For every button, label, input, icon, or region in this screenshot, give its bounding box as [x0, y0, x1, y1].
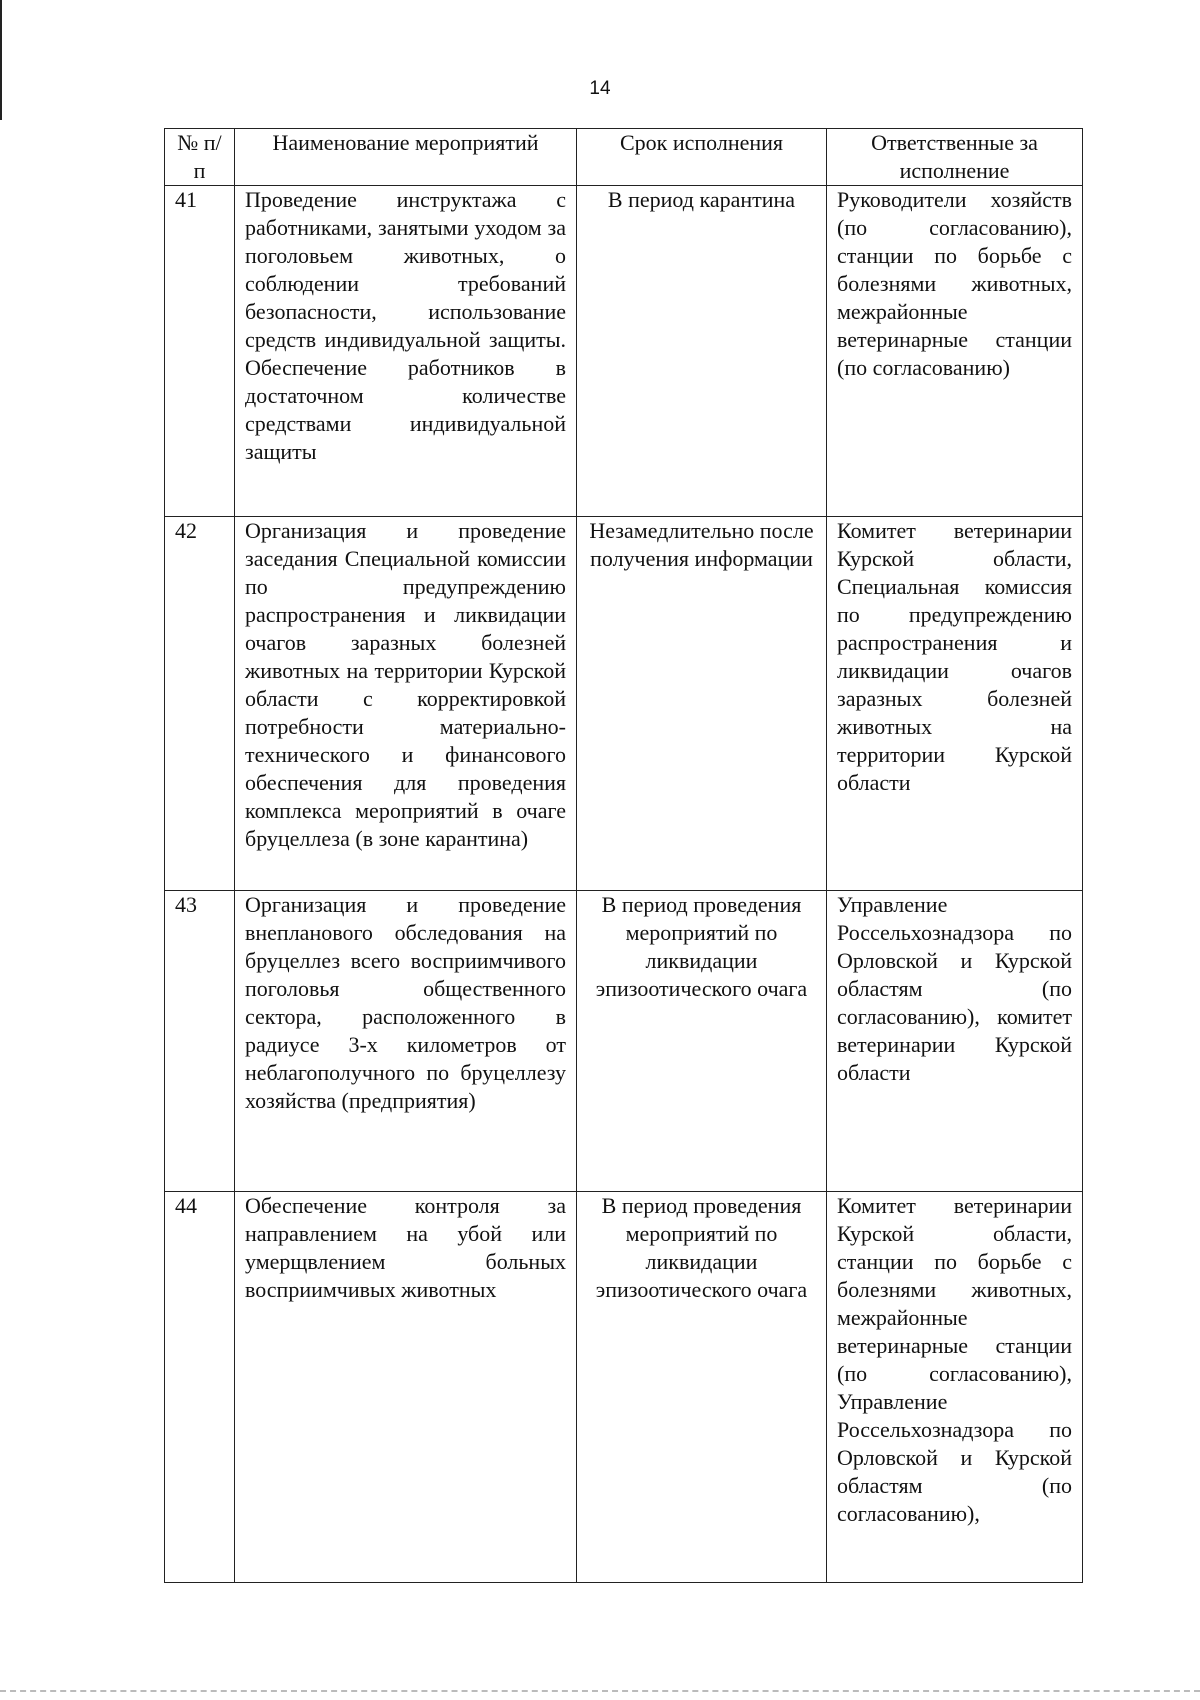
header-responsible: Ответственные за исполнение: [827, 129, 1083, 186]
table-row: [165, 891, 1083, 1192]
execution-term: В период проведения мероприятий по ликвидации эпизоотического очага: [577, 1192, 827, 1583]
row-number: 41: [165, 186, 235, 517]
responsible-parties: Руководители хозяйств (по согласованию), станции по борьбе с болезнями животных, межрайонные ветеринарные станции (по согласованию): [827, 186, 1083, 517]
responsible-parties: Комитет ветеринарии Курской области, станции по борьбе с болезнями животных, межрайонные ветеринарные станции (по согласованию), Управление Россельхознадзора по Орловской и Курской областям (по согласованию),: [827, 1192, 1083, 1583]
responsible-parties: Управление Россельхознадзора по Орловской и Курской областям (по согласованию), комитет ветеринарии Курской области: [827, 891, 1083, 1192]
execution-term: Незамедлительно после получения информации: [577, 517, 827, 891]
row-number: 43: [165, 891, 235, 1192]
execution-term: В период карантина: [577, 186, 827, 517]
header-number: № п/п: [165, 129, 235, 186]
measure-name: Организация и проведение внепланового обследования на бруцеллез всего восприимчивого поголовья общественного сектора, расположенного в радиусе 3-х километров от неблагополучного по бруцеллезу хозяйства (предприятия): [235, 891, 577, 1192]
execution-term: В период проведения мероприятий по ликвидации эпизоотического очага: [577, 891, 827, 1192]
header-measure-name: Наименование мероприятий: [235, 129, 577, 186]
scan-edge-left: [0, 0, 2, 120]
measure-name: Проведение инструктажа с работниками, занятыми уходом за поголовьем животных, о соблюдении требований безопасности, использование средств индивидуальной защиты. Обеспечение работников в достаточном количестве средствами индивидуальной защиты: [235, 186, 577, 517]
measures-table: [164, 128, 1083, 1583]
table-row: [165, 517, 1083, 891]
row-number: 44: [165, 1192, 235, 1583]
measure-name: Организация и проведение заседания Специальной комиссии по предупреждению распространения и ликвидации очагов заразных болезней животных на территории Курской области с корректировкой потребности материально-технического и финансового обеспечения для проведения комплекса мероприятий в очаге бруцеллеза (в зоне карантина): [235, 517, 577, 891]
header-term: Срок исполнения: [577, 129, 827, 186]
scan-edge-bottom: [0, 1690, 1200, 1692]
measure-name: Обеспечение контроля за направлением на убой или умерщвлением больных восприимчивых животных: [235, 1192, 577, 1583]
row-number: 42: [165, 517, 235, 891]
responsible-parties: Комитет ветеринарии Курской области, Специальная комиссия по предупреждению распространения и ликвидации очагов заразных болезней животных на территории Курской области: [827, 517, 1083, 891]
page-number: 14: [589, 78, 611, 99]
table-row: [165, 186, 1083, 517]
table-row: [165, 1192, 1083, 1583]
table-header-row: [165, 129, 1083, 186]
